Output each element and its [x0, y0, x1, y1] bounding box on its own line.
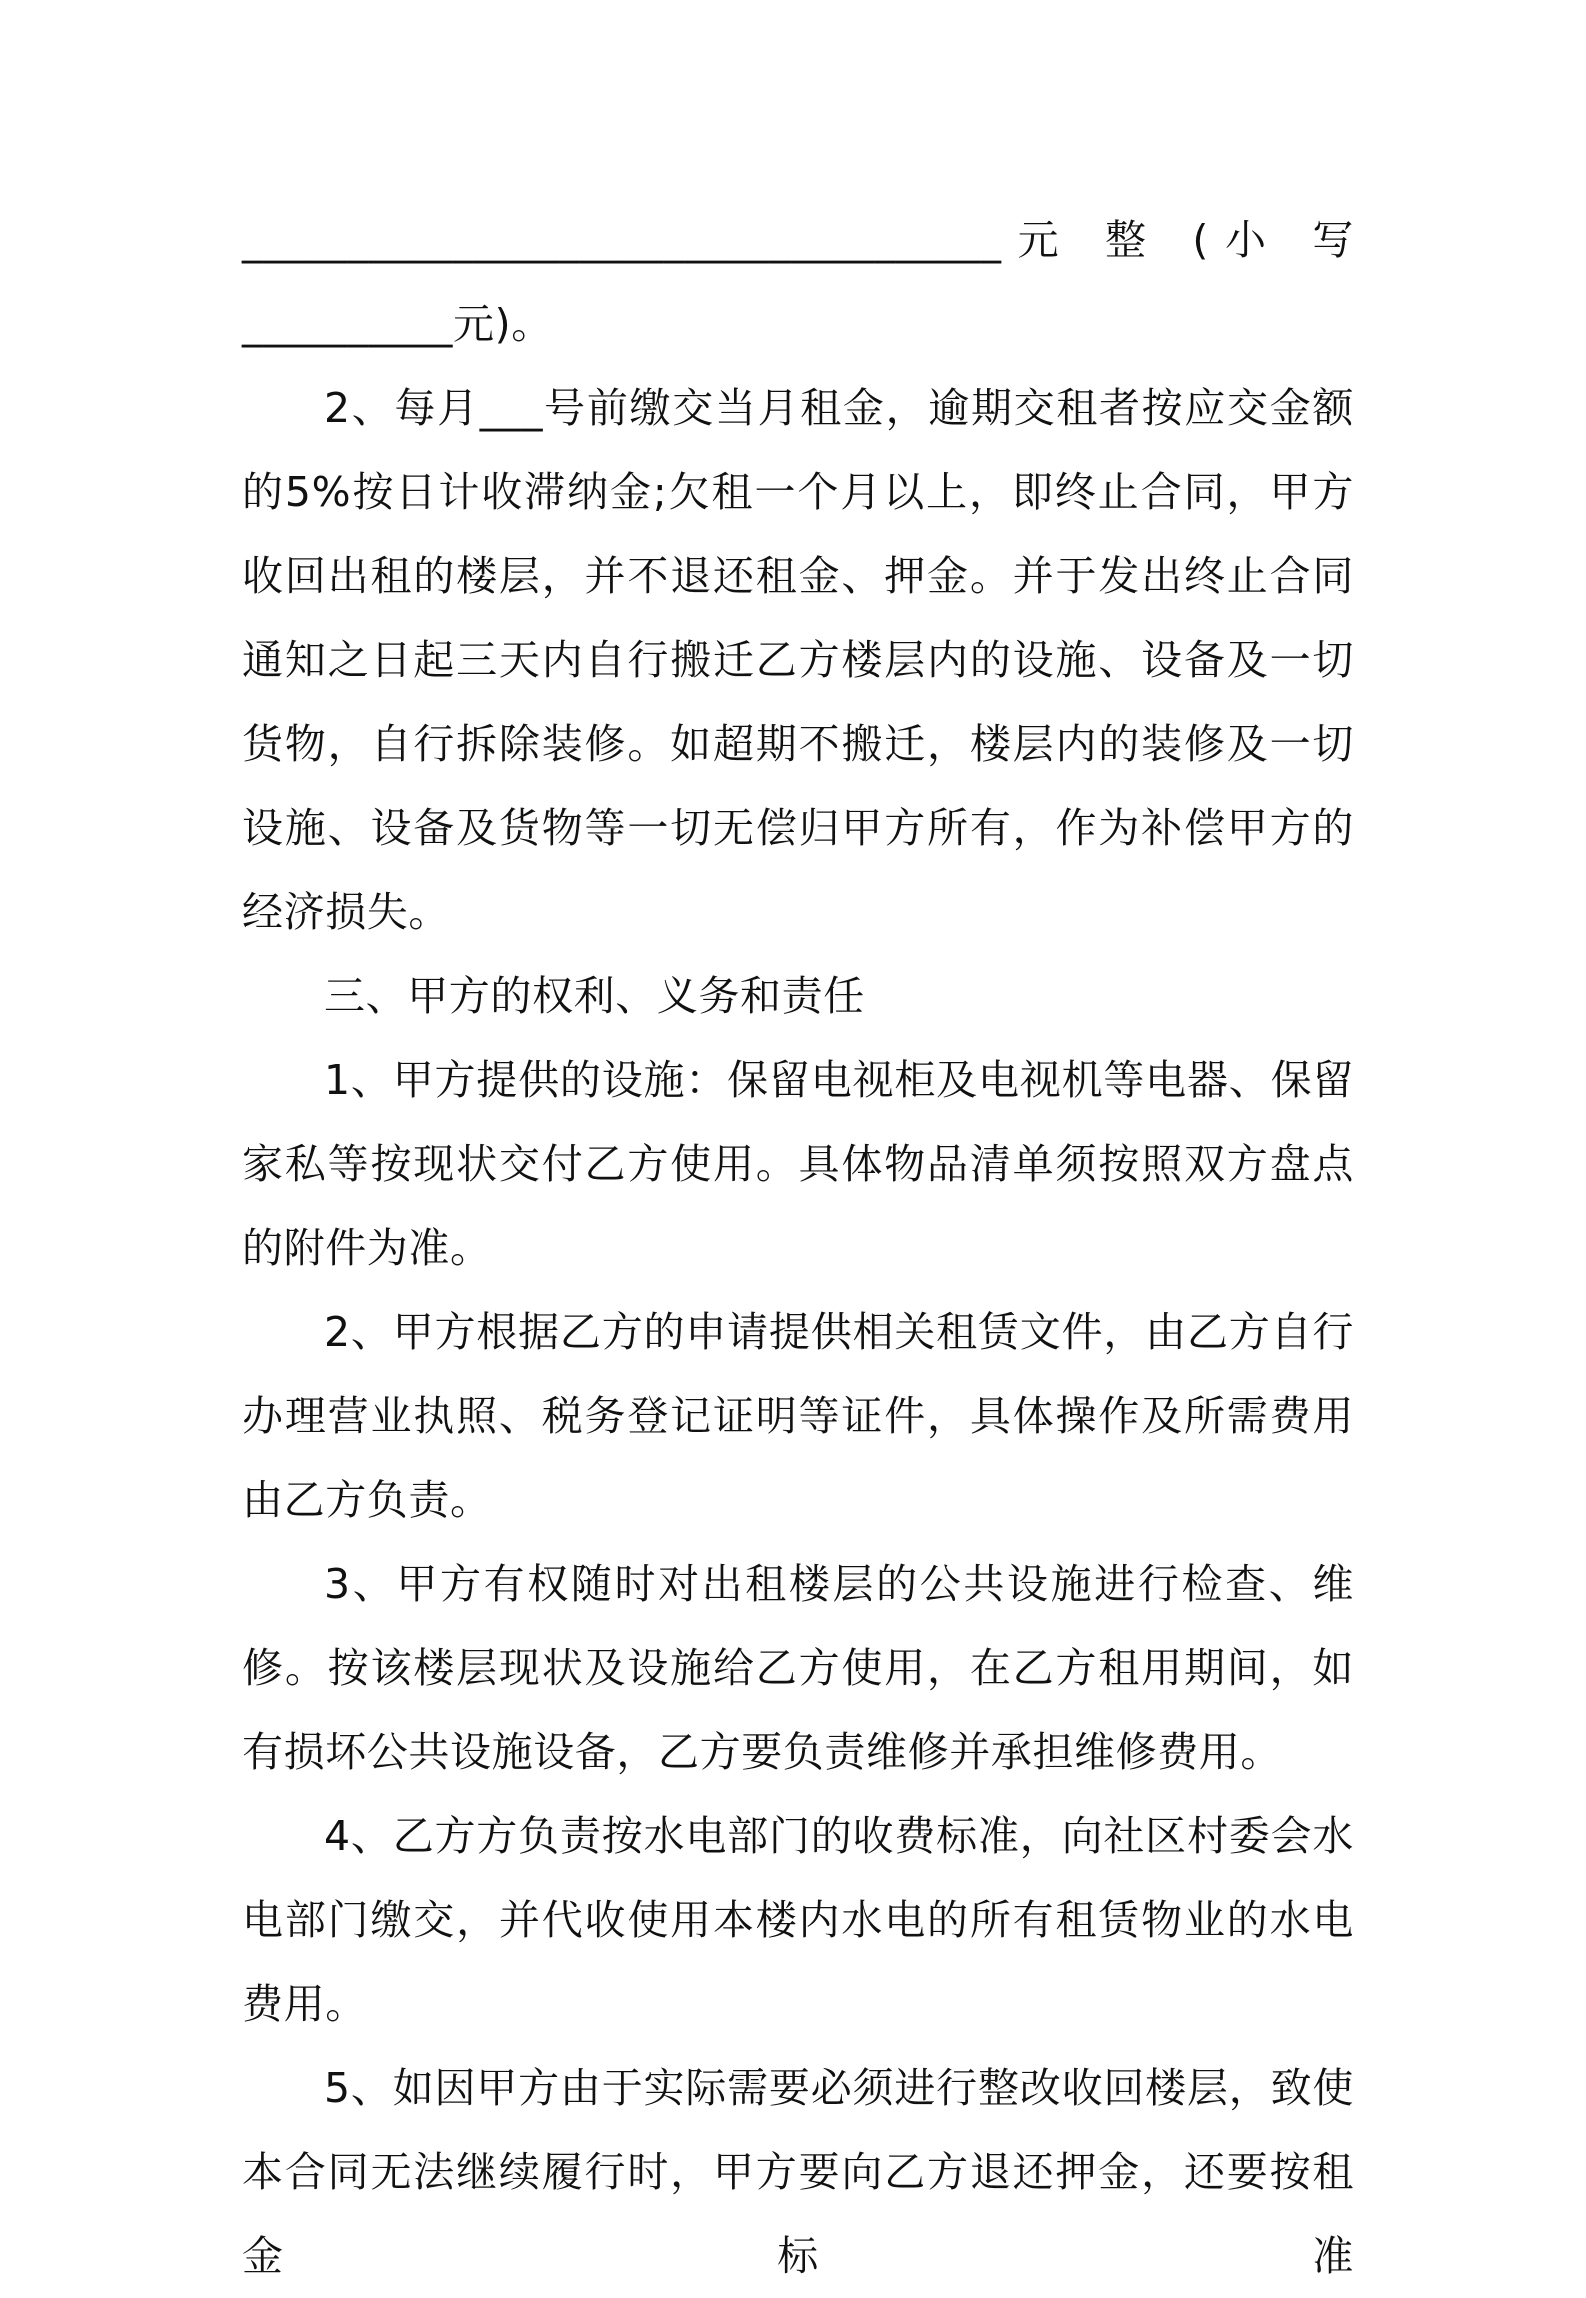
clause-3-4-utilities: 4、乙方方负责按水电部门的收费标准，向社区村委会水电部门缴交，并代收使用本楼内水电的所有租赁物业的水电费用。: [242, 1812, 1354, 2028]
section-3-heading: 三、甲方的权利、义务和责任: [324, 972, 865, 1020]
clause-2-rent-payment: 2、每月___号前缴交当月租金，逾期交租者按应交金额的5%按日计收滞纳金;欠租一个月以上，即终止合同，甲方收回出租的楼层，并不退还租金、押金。并于发出终止合同通知之日起三天内自行搬迁乙方楼层内的设施、设备及一切货物，自行拆除装修。如超期不搬迁，楼层内的装修及一切设施、设备及货物等一切无偿归甲方所有，作为补偿甲方的经济损失。: [242, 384, 1354, 936]
amount-line-small: __________元)。: [242, 300, 553, 348]
contract-text-block: [242, 198, 1354, 2298]
amount-line-capital: ____________________________________元 整 (小 写: [242, 216, 1354, 264]
clause-3-1-facilities: 1、甲方提供的设施：保留电视柜及电视机等电器、保留家私等按现状交付乙方使用。具体物品清单须按照双方盘点的附件为准。: [242, 1056, 1354, 1272]
clause-3-2-documents: 2、甲方根据乙方的申请提供相关租赁文件，由乙方自行办理营业执照、税务登记证明等证件，具体操作及所需费用由乙方负责。: [242, 1308, 1354, 1524]
clause-3-3-inspection: 3、甲方有权随时对出租楼层的公共设施进行检查、维修。按该楼层现状及设施给乙方使用，在乙方租用期间，如有损坏公共设施设备，乙方要负责维修并承担维修费用。: [242, 1560, 1354, 1776]
clause-3-5-termination: 5、如因甲方由于实际需要必须进行整改收回楼层，致使本合同无法继续履行时，甲方要向乙方退还押金，还要按租金标准: [242, 2064, 1354, 2280]
